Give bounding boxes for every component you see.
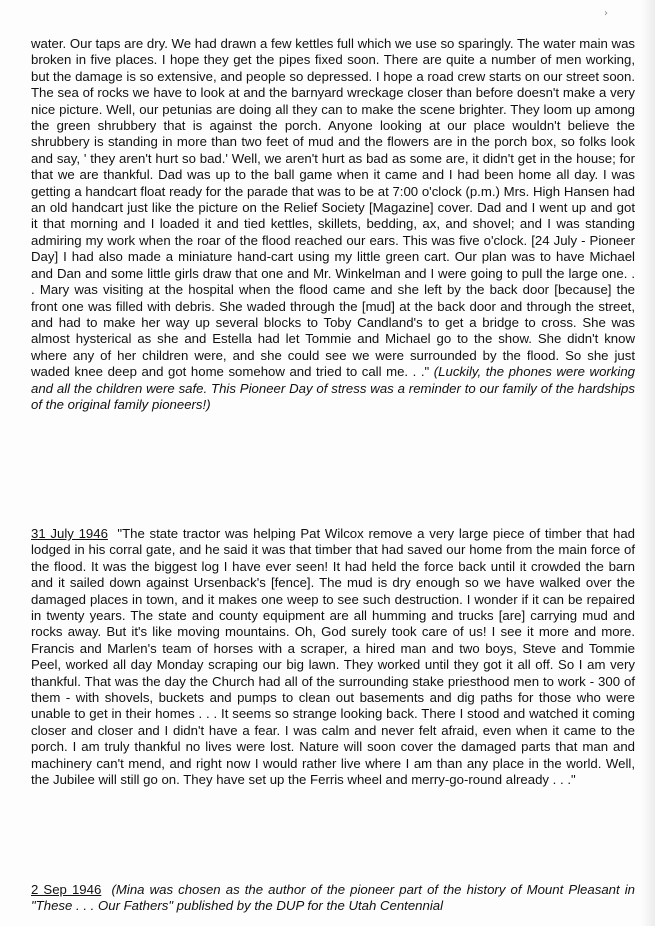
editor-note: (Luckily, the phones were working and all the children were safe. This Pioneer Day of stress was a reminder to our family of the hardships of the original family pioneers!) — [31, 364, 635, 412]
corner-mark: › — [604, 8, 608, 19]
entry-date: 31 July 1946 — [31, 526, 108, 541]
entry-date: 2 Sep 1946 — [31, 882, 102, 897]
journal-entry-31-july-1946 — [31, 526, 635, 789]
editor-note: (Mina was chosen as the author of the pioneer part of the history of Mount Pleasant in "These . . . Our Fathers" published by the DUP for the Utah Centennial — [31, 882, 636, 914]
page-edge-shadow — [641, 0, 655, 926]
entry-body: water. Our taps are dry. We had drawn a few kettles full which we use so sparingly. The water main was broken in five places. I hope they get the pipes fixed soon. There are quite a number of men working, but the damage is so extensive, and people so depressed. I hope a road crew starts on our street soon. The sea of rocks we have to look at and the barnyard wreckage closer than before doesn't make a very nice picture. Well, our petunias are doing all they can to make the scene brighter. They loom up among the green shrubbery that is against the porch. Anyone looking at our place wouldn't believe the shrubbery is standing in more than two feet of mud and the flowers are in the porch box, so folks look and say, ' they aren't hurt so bad.' Well, we aren't hurt as bad as some are, it didn't get in the house; for that we are thankful. Dad was up to the ball game when it came and I had been home all day. I was getting a handcart float ready for the parade that was to be at 7:00 o'clock (p.m.) Mrs. High Hansen had an old handcart just like the picture on the Relief Society [Magazine] cover. Dad and I went up and got it that morning and I loaded it and tied kettles, skillets, bedding, ax, and shovel; and I was standing admiring my work when the roar of the flood reached our ears. This was five o'clock. [24 July - Pioneer Day] I had also made a miniature hand-cart using my little green cart. Our plan was to have Michael and Dan and some little girls draw that one and Mr. Winkelman and I were going to pull the large one. . . Mary was visiting at the hospital when the flood came and she left by the back door [because] the front one was filled with debris. She waded through the [mud] at the back door and through the street, and had to make her way up several blocks to Toby Candland's to get a bridge to cross. She was almost hysterical as she and Estella had let Tommie and Michael go to the show. She didn't know where any of her children were, and she could see we were surrounded by the flood. So she just waded knee deep and got home somehow and tried to call me. . ." — [31, 36, 635, 380]
journal-entry-continued — [31, 36, 635, 413]
entry-body: "The state tractor was helping Pat Wilcox remove a very large piece of timber that had lodged in his corral gate, and he said it was that timber that had saved our home from the main force of the flood. It was the biggest log I have ever seen! It had held the force back until it crowded the barn and it sailed down against Ursenback's [fence]. The mud is dry enough so we have walked over the damaged places in town, and it makes one weep to see such destruction. I wonder if it can be repaired in twenty years. The state and county equipment are all humming and trucks [are] carrying mud and rocks away. But it's like moving mountains. Oh, God surely took care of us! I see it more and more. Francis and Marlen's team of horses with a scraper, a hired man and two boys, Steve and Tommie Peel, worked all day Monday scraping our big lawn. They worked until they got it all off. So I am very thankful. That was the day the Church had all of the surrounding stake priesthood men to work - 300 of them - with shovels, buckets and pumps to clean out basements and dig paths for those who were unable to get in their homes . . . It seems so strange looking back. There I stood and watched it coming closer and closer and I didn't have a fear. I was calm and never felt afraid, even when it came to the porch. I am truly thankful no lives were lost. Nature will soon cover the damaged parts that man and machinery can't mend, and right now I would rather live where I am than any place in the world. Well, the Jubilee will still go on. They have set up the Ferris wheel and merry-go-round already . . ." — [31, 526, 636, 788]
journal-entry-2-sep-1946 — [31, 882, 635, 915]
